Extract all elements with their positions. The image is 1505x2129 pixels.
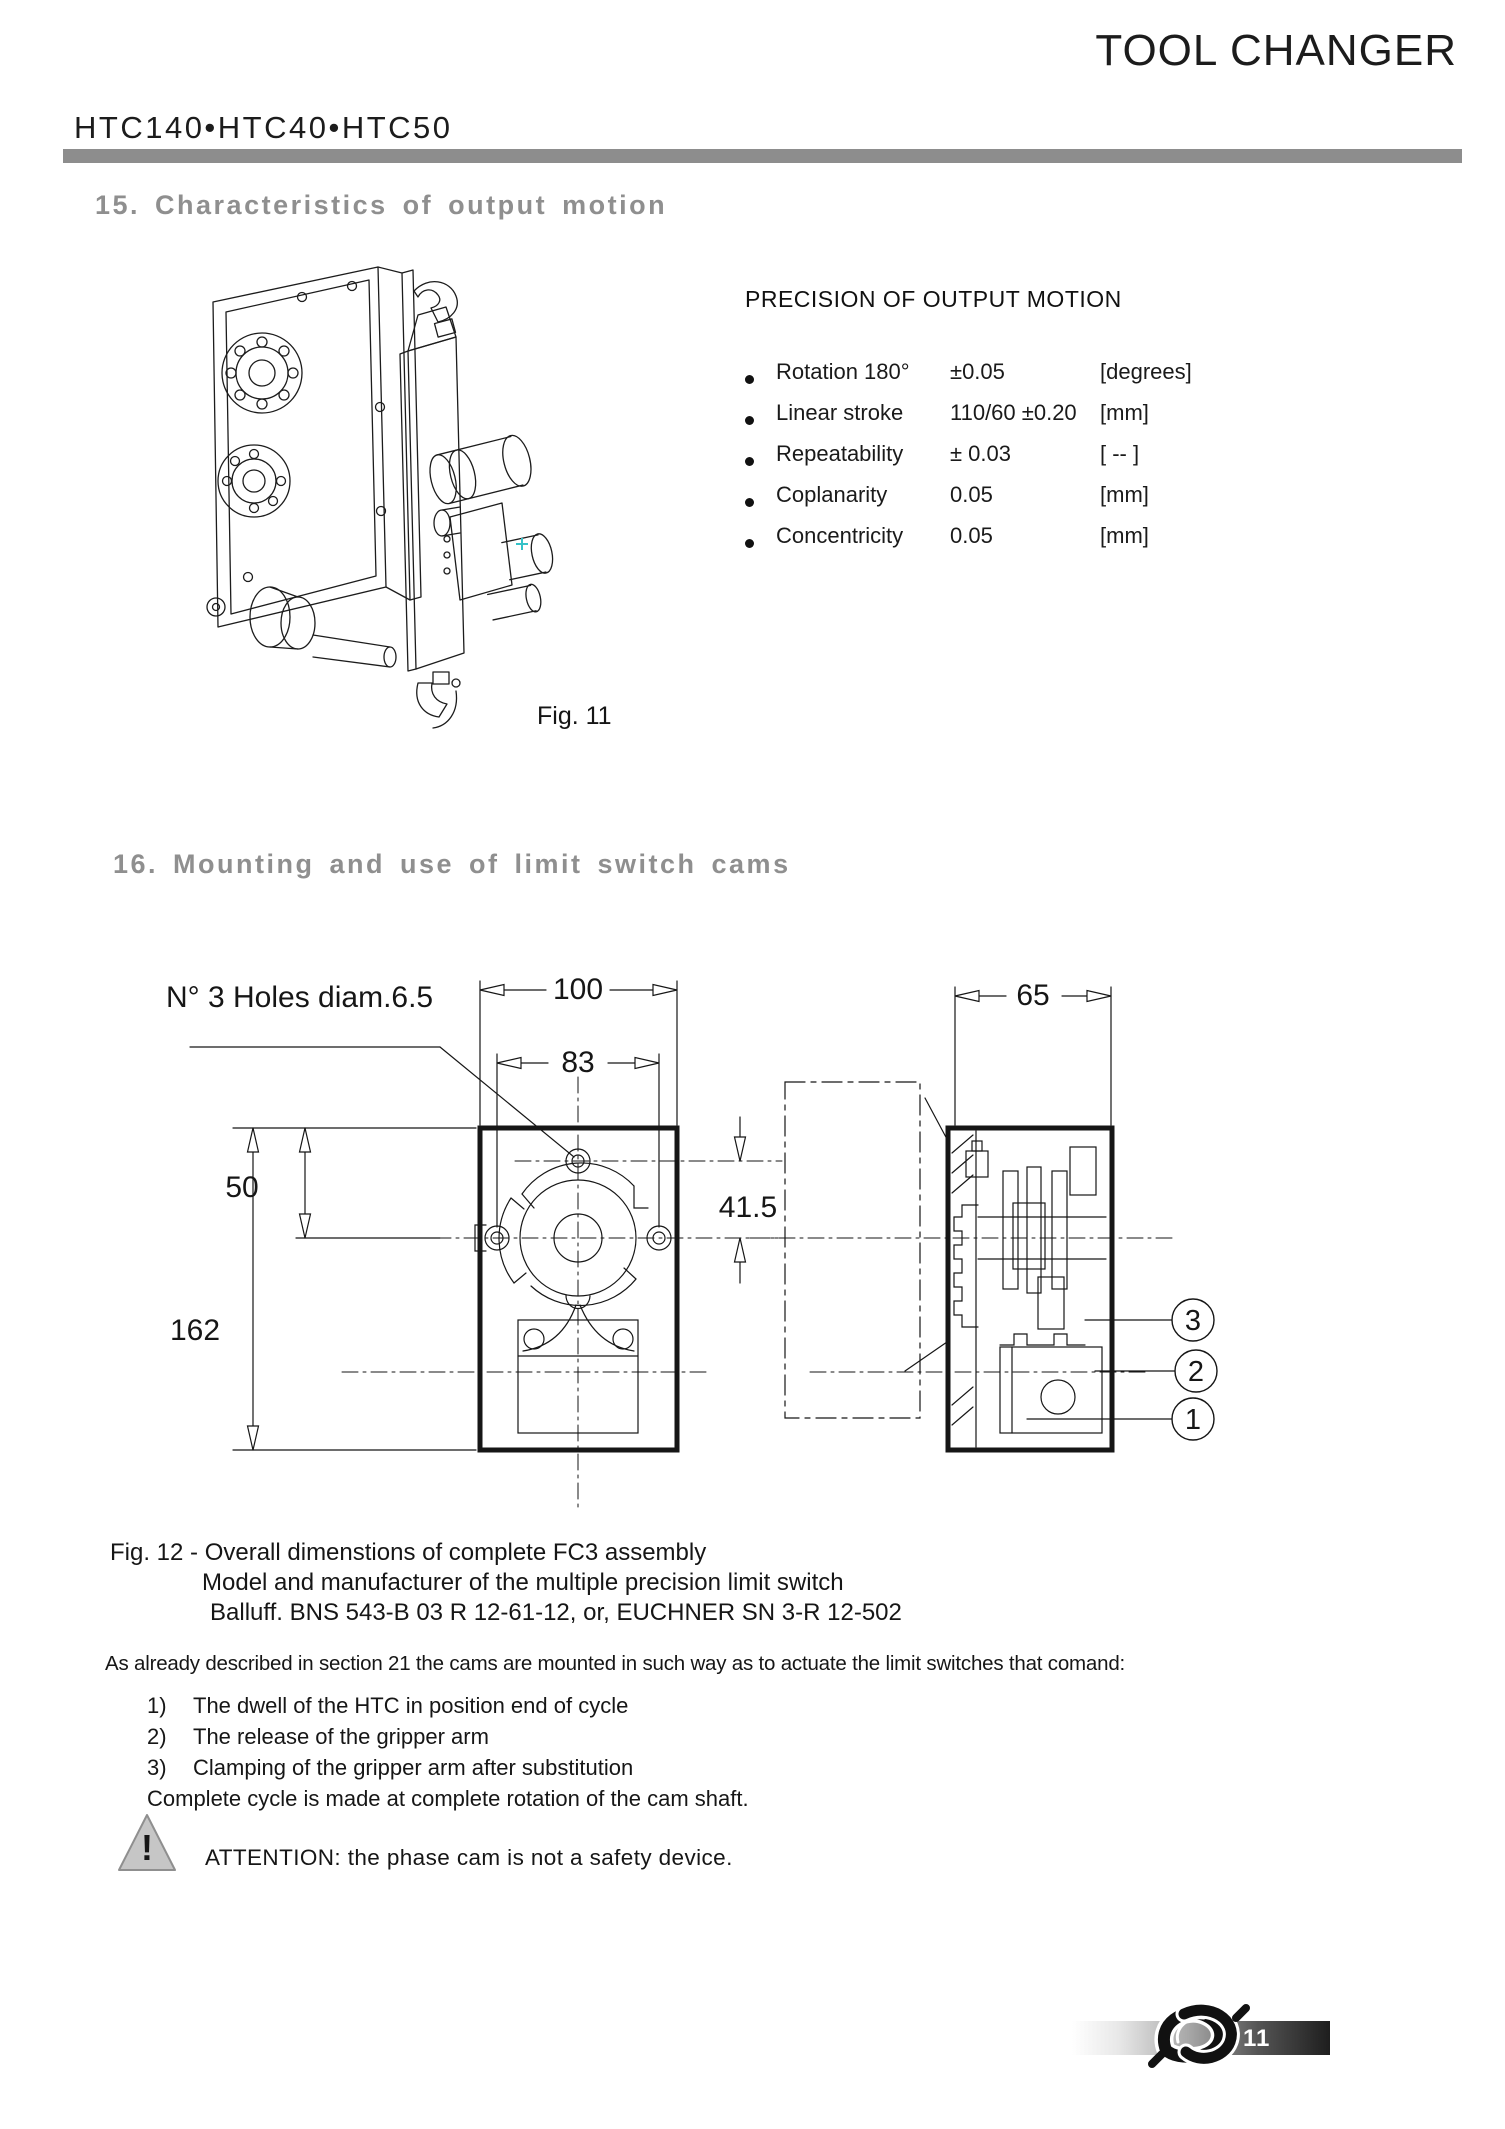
balloon-2-label: 2 [1187,1356,1205,1388]
page-number: 11 [1243,2025,1271,2052]
holes-note: N° 3 Holes diam.6.5 [166,981,434,1014]
list-number: 3) [147,1755,167,1780]
precision-item [745,523,1265,564]
list-text: Clamping of the gripper arm after substitution [193,1755,634,1780]
bullet-dot-icon [745,539,754,548]
spec-value: 110/60 ±0.20 [950,400,1077,425]
list-item [147,1690,749,1721]
spec-unit: [degrees] [1100,359,1192,384]
bullet-dot-icon [745,416,754,425]
fig11-drawing [150,255,620,735]
precision-item [745,482,1265,523]
dim-50: 50 [225,1171,259,1204]
fig12-caption-line3: Balluff. BNS 543-B 03 R 12-61-12, or, EUCHNER SN 3-R 12-502 [210,1599,902,1626]
dim-100: 100 [552,973,604,1006]
dim-162: 162 [169,1314,221,1347]
bullet-dot-icon [745,375,754,384]
spec-unit: [mm] [1100,482,1149,507]
list-text: The release of the gripper arm [193,1724,489,1749]
spec-value: ± 0.03 [950,441,1012,466]
page-title: TOOL CHANGER [1095,26,1457,75]
spec-label: Repeatability [776,441,904,466]
precision-item [745,359,1265,400]
list-number: 1) [147,1693,167,1718]
spec-unit: [mm] [1100,400,1149,425]
fig12-caption-line2: Model and manufacturer of the multiple precision limit switch [202,1569,844,1596]
spec-unit: [mm] [1100,523,1149,548]
spec-value: 0.05 [950,523,993,548]
precision-title: PRECISION OF OUTPUT MOTION [745,286,1122,312]
spec-value: ±0.05 [950,359,1005,384]
footer-logo-icon [1148,1998,1252,2078]
list-item [147,1752,749,1783]
attention-text: ATTENTION: the phase cam is not a safety device. [205,1845,733,1870]
balloon-1-label: 1 [1184,1404,1202,1436]
fig12-caption [110,1538,902,1628]
precision-list [745,359,1265,564]
precision-item [745,441,1265,482]
precision-spec-block [745,286,1265,564]
warning-exclamation: ! [141,1827,153,1868]
dim-65: 65 [1016,979,1050,1012]
spec-label: Concentricity [776,523,904,548]
balloon-3-label: 3 [1184,1305,1202,1337]
list-text: The dwell of the HTC in position end of cycle [193,1693,629,1718]
section-15-heading: 15. Characteristics of output motion [95,190,668,220]
precision-item [745,400,1265,441]
header-divider-bar [63,149,1462,163]
cam-function-list [147,1690,749,1814]
section-16-heading: 16. Mounting and use of limit switch cams [113,849,791,879]
cams-intro-paragraph: As already described in section 21 the cams are mounted in such way as to actuate the limit switches that comand: [105,1652,1126,1675]
spec-label: Coplanarity [776,482,888,507]
list-item [147,1721,749,1752]
dim-41-5: 41.5 [718,1191,778,1224]
spec-label: Rotation 180° [776,359,910,384]
warning-triangle-icon [117,1812,177,1874]
closing-sentence: Complete cycle is made at complete rotation of the cam shaft. [147,1786,749,1811]
fig11-caption: Fig. 11 [537,702,612,730]
spec-label: Linear stroke [776,400,904,425]
bullet-dot-icon [745,498,754,507]
model-codes: HTC140•HTC40•HTC50 [74,110,453,145]
fig12-caption-line1: Fig. 12 - Overall dimenstions of complete FC3 assembly [110,1539,707,1566]
dim-83: 83 [561,1046,595,1079]
bullet-dot-icon [745,457,754,466]
spec-unit: [ -- ] [1100,441,1140,466]
list-number: 2) [147,1724,167,1749]
fig12-drawing [110,955,1400,1515]
spec-value: 0.05 [950,482,993,507]
